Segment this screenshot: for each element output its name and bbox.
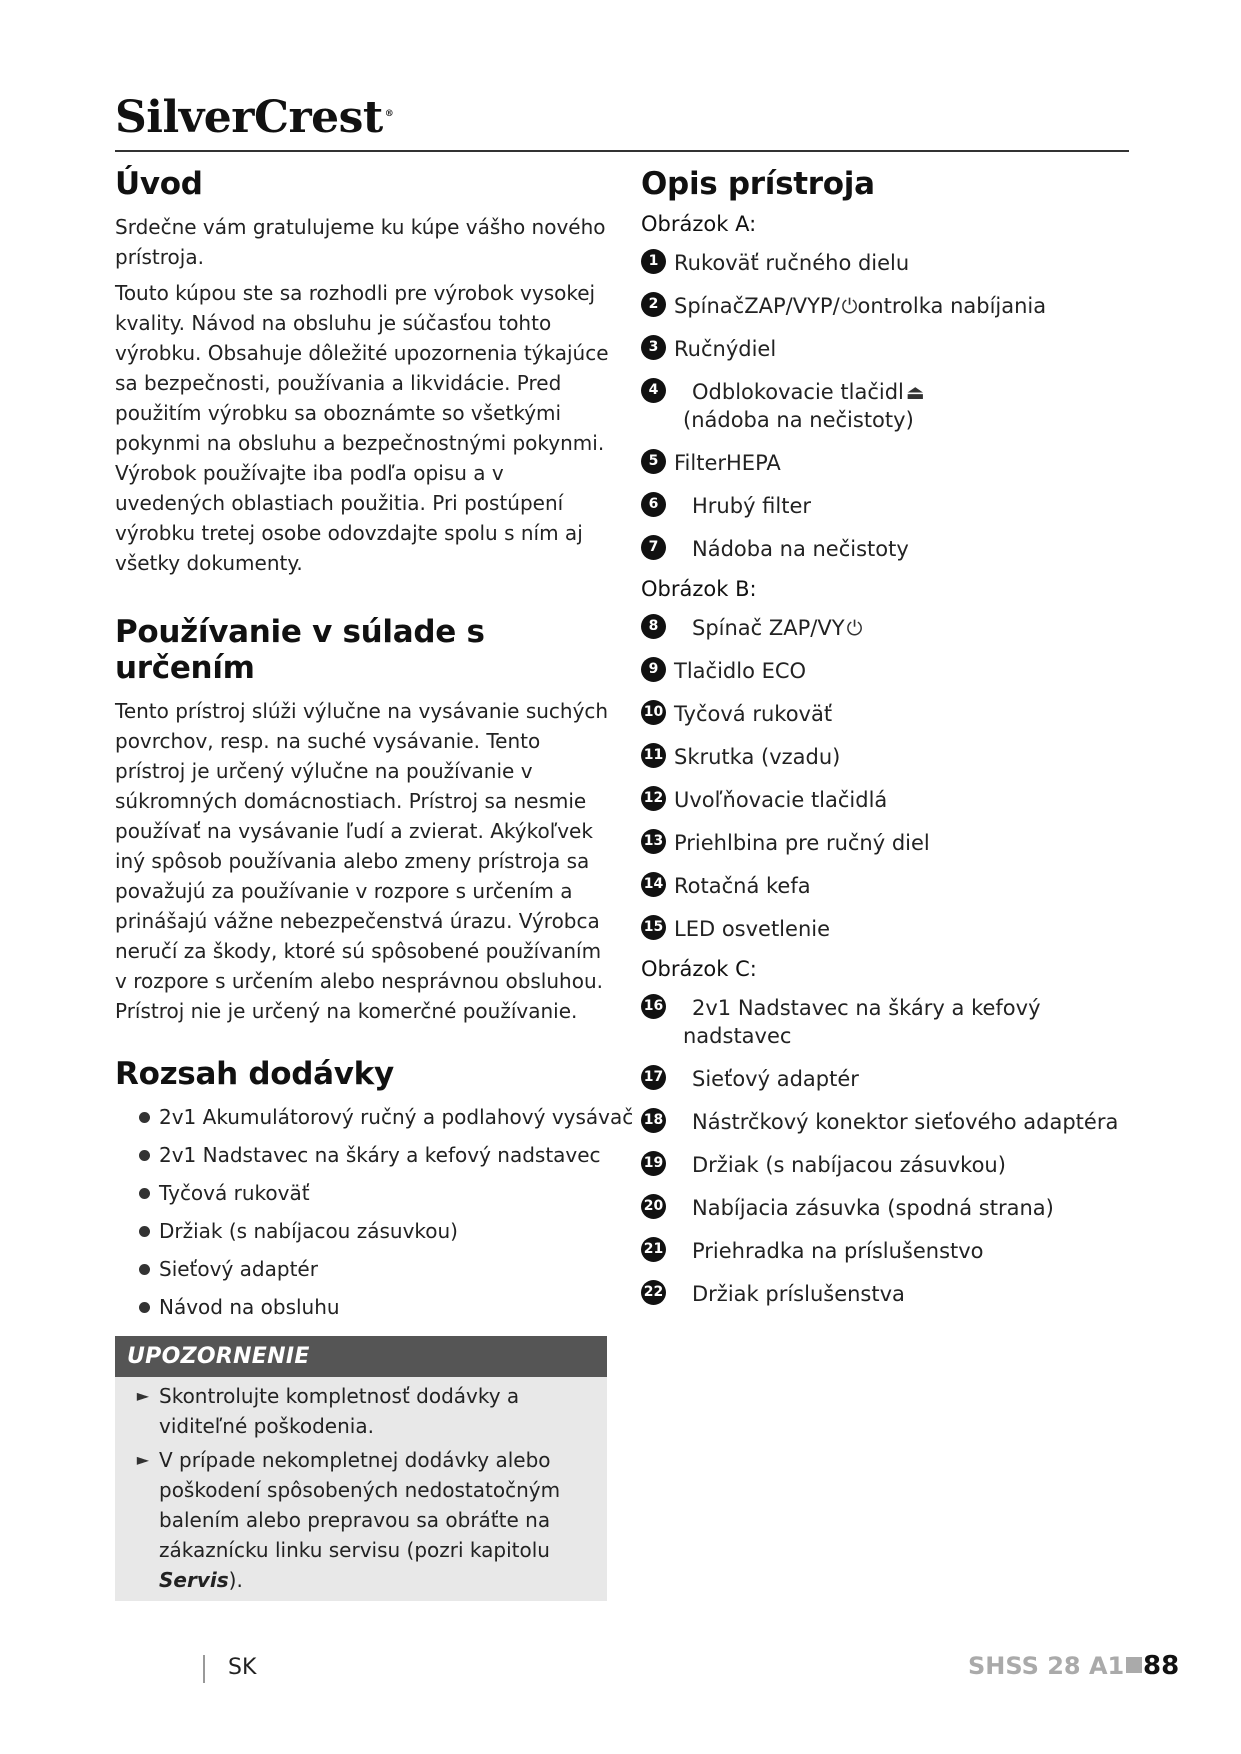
model-name: SHSS 28 A1 [968, 1652, 1125, 1680]
part-label: Držiak príslušenstva [692, 1282, 905, 1306]
part-number-badge: 5 [641, 449, 666, 474]
part-number-badge: 9 [641, 657, 666, 682]
part-label: Uvoľňovacie tlačidlá [674, 788, 888, 812]
part-label: Skrutka (vzadu) [674, 745, 841, 769]
power-icon: ⏻ [846, 616, 863, 640]
part-number-badge: 18 [641, 1108, 666, 1133]
part-item [641, 828, 1141, 857]
part-item [641, 1279, 1141, 1308]
part-label: Držiak (s nabíjacou zásuvkou) [692, 1153, 1006, 1177]
part-label: Rukoväť ručného dielu [674, 251, 910, 275]
part-label: Rotačná kefa [674, 874, 811, 898]
figure-c-label: Obrázok C: [641, 957, 757, 981]
part-number-badge: 4 [641, 378, 666, 403]
part-label: SpínačZAP/VYP/ [674, 294, 840, 318]
arrow-icon: ► [136, 1450, 149, 1469]
brand-name: SilverCrest [115, 92, 383, 143]
part-label-cont: nadstavec [683, 1024, 792, 1048]
warning-text: V prípade nekompletnej dodávky alebo poškodení spôsobených nedostatočným balením alebo prepravou sa obráťte na zákaznícku linku servisu (pozri kapitolu [159, 1448, 561, 1562]
part-item [641, 1150, 1141, 1179]
part-item [641, 914, 1141, 943]
part-number-badge: 22 [641, 1280, 666, 1305]
service-reference: Servis [159, 1568, 229, 1592]
part-number-badge: 17 [641, 1065, 666, 1090]
part-item [641, 1064, 1141, 1093]
list-item: Držiak (s nabíjacou zásuvkou) [139, 1216, 615, 1246]
part-item [641, 1193, 1141, 1222]
scope-title: Rozsah dodávky [115, 1056, 394, 1092]
part-item [641, 742, 1141, 771]
part-item [641, 1236, 1141, 1265]
part-number-badge: 8 [641, 614, 666, 639]
part-label-cont: ontrolka nabíjania [857, 294, 1047, 318]
brand-logo [115, 92, 393, 143]
footer-language: SK [228, 1655, 257, 1680]
intro-paragraph-3: Výrobok používajte iba podľa opisu a v uvedených oblastiach použitia. Pri postúpení výrobku tretej osobe odovzdajte spolu s ním aj všetky dokumenty. [115, 461, 583, 575]
part-number-badge: 7 [641, 535, 666, 560]
intro-title: Úvod [115, 166, 203, 202]
part-number-badge: 13 [641, 829, 666, 854]
part-item [641, 993, 1141, 1050]
part-number-badge: 3 [641, 335, 666, 360]
part-item [641, 334, 1141, 363]
right-column [641, 166, 1141, 1322]
intended-use-title: Používanie v súlade s určením [115, 614, 485, 686]
footer-model [968, 1652, 1148, 1680]
warning-text: Skontrolujte kompletnosť dodávky a viditeľné poškodenia. [159, 1384, 520, 1438]
footer-divider [203, 1655, 205, 1683]
part-number-badge: 15 [641, 915, 666, 940]
part-item [641, 491, 1141, 520]
figure-a-label: Obrázok A: [641, 212, 757, 236]
part-number-badge: 2 [641, 292, 666, 317]
part-label: Tlačidlo ECO [674, 659, 807, 683]
part-item [641, 785, 1141, 814]
intro-paragraph-2: Touto kúpou ste sa rozhodli pre výrobok vysokej kvality. Návod na obsluhu je súčasťou tohto výrobku. Obsahuje dôležité upozornenia týkajúce sa bezpečnosti, používania a likvidácie. Pred použitím výrobku sa oboznámte so všetkými pokynmi na obsluhu a bezpečnostnými pokynmi. [115, 281, 609, 455]
part-number-badge: 10 [641, 700, 666, 725]
part-item [641, 534, 1141, 563]
figure-b-label: Obrázok B: [641, 577, 757, 601]
part-number-badge: 6 [641, 492, 666, 517]
part-number-badge: 11 [641, 743, 666, 768]
part-item [641, 699, 1141, 728]
warning-text-end: ). [228, 1568, 243, 1592]
part-label: FilterHEPA [674, 451, 781, 475]
part-item [641, 448, 1141, 477]
header-rule [115, 150, 1129, 152]
page-number: 88 [1143, 1651, 1180, 1681]
list-item: Tyčová rukoväť [139, 1178, 615, 1208]
warning-box [115, 1336, 607, 1601]
part-label: Priehradka na príslušenstvo [692, 1239, 984, 1263]
part-item [641, 377, 1141, 434]
part-item [641, 291, 1141, 320]
warning-title: UPOZORNENIE [115, 1336, 607, 1377]
eject-icon: ⏏ [905, 380, 925, 404]
part-label: Nádoba na nečistoty [692, 537, 909, 561]
part-label: Tyčová rukoväť [674, 702, 833, 726]
part-number-badge: 20 [641, 1194, 666, 1219]
part-label: Spínač ZAP/VY [692, 616, 845, 640]
part-number-badge: 16 [641, 994, 666, 1019]
part-number-badge: 14 [641, 872, 666, 897]
part-label: Ručnýdiel [674, 337, 777, 361]
registered-mark: ® [384, 109, 394, 120]
part-label: Sieťový adaptér [692, 1067, 859, 1091]
part-label: Nástrčkový konektor sieťového adaptéra [692, 1110, 1119, 1134]
warning-item [115, 1445, 607, 1595]
power-icon: ⏻ [841, 294, 858, 318]
part-number-badge: 12 [641, 786, 666, 811]
scope-list [115, 1102, 634, 1322]
part-item [641, 613, 1141, 642]
part-item [641, 656, 1141, 685]
list-item: Sieťový adaptér [139, 1254, 615, 1284]
part-label: Odblokovacie tlačidl [692, 380, 904, 404]
warning-item [115, 1381, 607, 1441]
part-item [641, 871, 1141, 900]
part-label: 2v1 Nadstavec na škáry a kefový [692, 996, 1041, 1020]
list-item: Návod na obsluhu [139, 1292, 615, 1322]
list-item: 2v1 Akumulátorový ručný a podlahový vysávač [139, 1102, 615, 1132]
intro-paragraph-1: Srdečne vám gratulujeme ku kúpe vášho nového prístroja. [115, 215, 606, 269]
part-number-badge: 1 [641, 249, 666, 274]
part-label: LED osvetlenie [674, 917, 831, 941]
intended-use-paragraph: Tento prístroj slúži výlučne na vysávanie suchých povrchov, resp. na suché vysávanie. Tento prístroj je určený výlučne na používanie v súkromných domácnostiach. Prístroj sa nesmie používať na vysávanie ľudí a zvierat. Akýkoľvek iný spôsob používania alebo zmeny prístroja sa považujú za používanie v rozpore s určením a prinášajú vážne nebezpečenstvá úrazu. Výrobca neručí za škody, ktoré sú spôsobené používaním v rozpore s určením alebo nesprávnou obsluhou. Prístroj nie je určený na komerčné používanie. [115, 699, 609, 1023]
list-item: 2v1 Nadstavec na škáry a kefový nadstavec [139, 1140, 615, 1170]
part-number-badge: 19 [641, 1151, 666, 1176]
part-label: Nabíjacia zásuvka (spodná strana) [692, 1196, 1054, 1220]
part-item [641, 248, 1141, 277]
left-column [115, 166, 634, 1601]
part-number-badge: 21 [641, 1237, 666, 1262]
part-item [641, 1107, 1141, 1136]
part-label-cont: (nádoba na nečistoty) [683, 408, 914, 432]
arrow-icon: ► [136, 1386, 149, 1405]
device-title: Opis prístroja [641, 166, 875, 202]
part-label: Priehlbina pre ručný diel [674, 831, 930, 855]
part-label: Hrubý filter [692, 494, 812, 518]
square-icon [1126, 1657, 1142, 1673]
